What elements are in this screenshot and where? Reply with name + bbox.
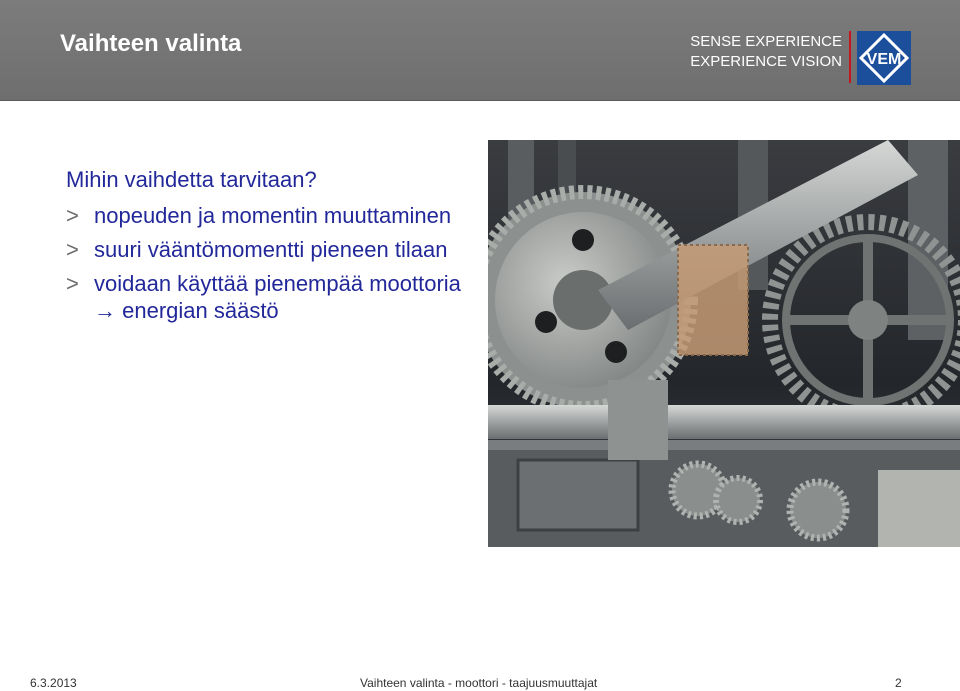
- bullet-item: [66, 236, 486, 263]
- slide-footer: [0, 674, 960, 691]
- bullet-marker: >: [66, 271, 79, 296]
- question-heading: Mihin vaihdetta tarvitaan?: [66, 167, 317, 192]
- gear-machinery-photo: [488, 140, 960, 547]
- footer-date: 6.3.2013: [30, 676, 77, 690]
- bullet-item: [66, 270, 486, 324]
- bullet-marker: >: [66, 237, 79, 262]
- bullet-text: voidaan käyttää pienempää moottoria → energian säästö: [94, 271, 461, 323]
- bullet-marker: >: [66, 203, 79, 228]
- slide-header: [0, 0, 960, 101]
- footer-caption: Vaihteen valinta - moottori - taajuusmuuttajat: [360, 676, 598, 690]
- tagline-divider: [849, 31, 851, 83]
- page-number: 2: [895, 676, 902, 690]
- bullet-item: [66, 202, 486, 229]
- company-tagline: [690, 32, 842, 72]
- slide-title: Vaihteen valinta: [60, 30, 242, 57]
- vem-logo-text: VEM: [866, 51, 902, 68]
- bullet-text: suuri vääntömomentti pieneen tilaan: [94, 237, 448, 262]
- bullet-text: nopeuden ja momentin muuttaminen: [94, 203, 452, 228]
- vem-logo: [857, 31, 911, 85]
- bullet-list: [66, 202, 486, 324]
- slide-content: [66, 166, 486, 331]
- tagline-line-2: EXPERIENCE VISION: [690, 53, 842, 70]
- tagline-line-1: SENSE EXPERIENCE: [690, 33, 842, 50]
